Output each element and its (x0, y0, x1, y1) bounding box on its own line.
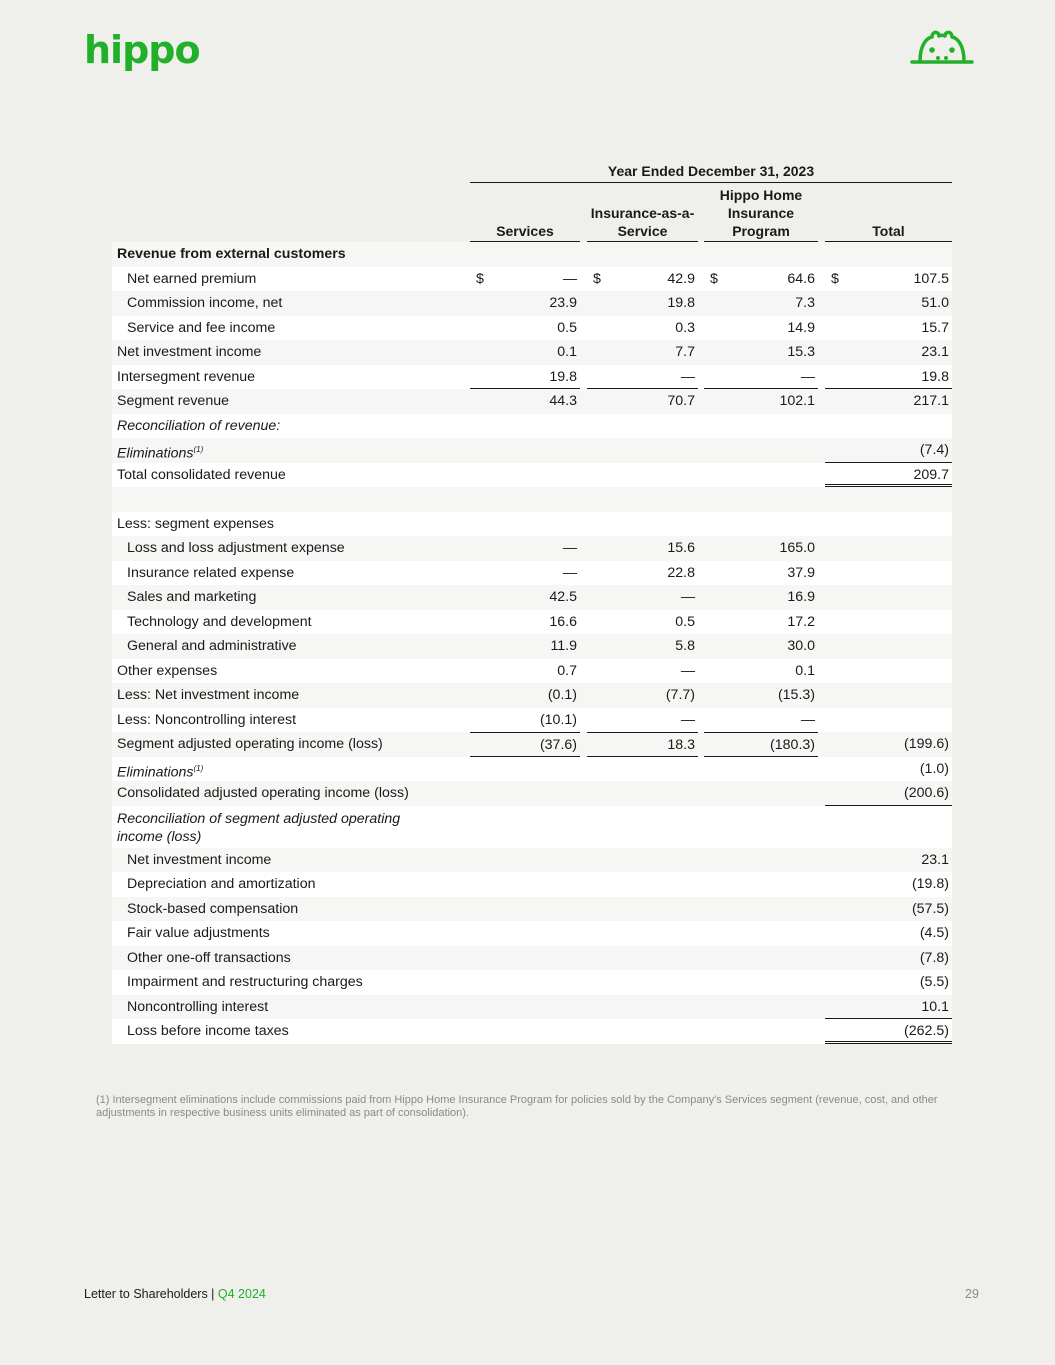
row-label: Commission income, net (127, 295, 283, 311)
table-row (112, 438, 952, 463)
row-label: Loss before income taxes (127, 1023, 289, 1039)
cell-iaas: 0.3 (675, 319, 695, 336)
cell-iaas (587, 946, 698, 971)
row-label: Less: Net investment income (117, 687, 300, 703)
cell-hhip: 7.3 (795, 295, 815, 311)
cell-services: — (562, 564, 577, 581)
cell-hhip: 15.3 (787, 344, 815, 360)
table-row (112, 806, 952, 848)
footer-label: Letter to Shareholders | (84, 1287, 215, 1301)
cell-iaas: — (587, 365, 698, 390)
cell-total: (200.6) (825, 781, 952, 806)
table-row (112, 291, 952, 316)
table-row (112, 946, 952, 971)
cell-services (470, 781, 580, 806)
row-label: Intersegment revenue (117, 368, 256, 385)
table-row (112, 757, 952, 782)
row-label: Less: Noncontrolling interest (117, 711, 297, 728)
table-row (112, 340, 952, 365)
col-services: Services (470, 222, 580, 242)
cell-hhip (704, 921, 818, 946)
cell-hhip (704, 872, 818, 897)
cell-iaas: 0.5 (675, 613, 695, 630)
table-row (112, 316, 952, 341)
cell-services: 42.5 (549, 589, 577, 605)
cell-iaas (587, 995, 698, 1020)
row-label: Consolidated adjusted operating income (loss) (117, 785, 409, 801)
cell-iaas (587, 781, 698, 806)
cell-hhip: 0.1 (795, 662, 815, 679)
table-row (112, 732, 952, 757)
cell-hhip (704, 463, 818, 488)
cell-services: — (562, 540, 577, 556)
cell-hhip: — (704, 365, 818, 390)
cell-iaas (587, 438, 698, 463)
table-row (112, 872, 952, 897)
cell-iaas (587, 872, 698, 897)
row-label: Stock-based compensation (127, 900, 299, 917)
cell-services: (0.1) (547, 687, 577, 703)
col-hhip: Hippo Home Insurance Program (704, 186, 818, 242)
cell-services: 23.9 (549, 295, 577, 311)
cell-services (470, 970, 580, 995)
table-row (112, 365, 952, 390)
cell-hhip (704, 781, 818, 806)
table-row (112, 414, 952, 439)
cell-total: (262.5) (825, 1019, 952, 1044)
cell-services: $ — (476, 270, 577, 287)
cell-hhip (704, 757, 818, 782)
cell-hhip: — (800, 711, 815, 728)
table-row (112, 634, 952, 659)
table-row (112, 781, 952, 806)
table-row (112, 463, 952, 488)
column-headers (112, 182, 952, 242)
cell-services (470, 757, 580, 782)
cell-iaas (587, 757, 698, 782)
cell-hhip: 16.9 (787, 589, 815, 605)
table-row (112, 585, 952, 610)
cell-services (470, 872, 580, 897)
cell-iaas: 18.3 (587, 732, 698, 757)
cell-hhip: 30.0 (787, 638, 815, 654)
cell-services: 11.9 (550, 638, 577, 654)
cell-total: (7.8) (919, 949, 949, 966)
table-body (112, 242, 952, 1044)
cell-iaas: 22.8 (667, 564, 695, 581)
cell-total: 15.7 (921, 319, 949, 336)
table-row (112, 970, 952, 995)
cell-hhip (704, 970, 818, 995)
cell-services: 44.3 (549, 393, 577, 409)
cell-total: 23.1 (921, 344, 949, 360)
cell-services (470, 1019, 580, 1044)
cell-hhip (704, 946, 818, 971)
cell-total: 51.0 (921, 295, 949, 311)
cell-services (470, 438, 580, 463)
cell-services: (37.6) (470, 732, 580, 757)
table-row (112, 389, 952, 414)
table-row (112, 487, 952, 512)
table-row (112, 610, 952, 635)
page-number: 29 (965, 1287, 979, 1301)
cell-iaas (587, 897, 698, 922)
table-row (112, 1019, 952, 1044)
row-label: Other one-off transactions (127, 949, 291, 966)
row-label: Noncontrolling interest (127, 998, 269, 1015)
col-iaas: Insurance-as-a-Service (587, 204, 698, 242)
footer-title (84, 1287, 266, 1301)
cell-services (470, 897, 580, 922)
cell-iaas (587, 1019, 698, 1044)
cell-services (470, 946, 580, 971)
cell-hhip: (15.3) (777, 687, 815, 703)
cell-iaas: — (680, 589, 695, 605)
row-label: Impairment and restructuring charges (127, 974, 363, 990)
cell-hhip: 37.9 (787, 564, 815, 581)
row-label: Reconciliation of segment adjusted operating income (loss) (117, 810, 401, 845)
cell-hhip (704, 438, 818, 463)
cell-services (470, 995, 580, 1020)
cell-total: 23.1 (921, 851, 949, 868)
table-row (112, 921, 952, 946)
row-label: Technology and development (127, 613, 312, 630)
cell-hhip (704, 1019, 818, 1044)
hippo-logo: hippo (84, 28, 200, 72)
table-row (112, 242, 952, 267)
cell-hhip (704, 848, 818, 873)
table-row (112, 848, 952, 873)
cell-iaas (587, 921, 698, 946)
cell-services (470, 921, 580, 946)
cell-hhip: (180.3) (704, 732, 818, 757)
table-row (112, 708, 952, 733)
cell-total: (7.4) (825, 438, 952, 463)
cell-services: 0.7 (557, 662, 577, 679)
cell-total: (57.5) (911, 900, 949, 917)
cell-total (825, 708, 952, 733)
cell-hhip (704, 995, 818, 1020)
row-label: Eliminations$^{(1)}$ (117, 445, 204, 462)
cell-total (825, 683, 952, 708)
hippo-face-icon (908, 28, 976, 66)
cell-total: 10.1 (825, 995, 952, 1020)
cell-iaas: — (680, 711, 695, 728)
footnote: (1) Intersegment eliminations include commissions paid from Hippo Home Insurance Program for policies sold by the Company's Services segment (revenue, cost, and other adjustments in respective business units eliminated as part of consolidation). (96, 1094, 938, 1119)
cell-total (825, 610, 952, 635)
cell-hhip: 17.2 (787, 613, 815, 630)
cell-hhip (704, 897, 818, 922)
cell-total: (1.0) (919, 760, 949, 777)
row-label: Segment revenue (117, 393, 229, 409)
cell-hhip: $ 64.6 (710, 270, 815, 287)
cell-total: $ 107.5 (831, 270, 949, 287)
cell-iaas (587, 463, 698, 488)
row-label: Eliminations$^{(1)}$ (117, 763, 204, 781)
cell-iaas: 15.6 (667, 540, 695, 556)
cell-iaas: 5.8 (675, 638, 695, 654)
cell-hhip: 102.1 (779, 393, 815, 409)
cell-iaas: 70.7 (667, 393, 695, 409)
cell-total: (4.5) (919, 925, 949, 941)
cell-services: 0.1 (557, 344, 577, 360)
row-label: Loss and loss adjustment expense (127, 540, 345, 556)
cell-hhip: 165.0 (779, 540, 815, 556)
cell-services: 16.6 (549, 613, 577, 630)
row-label: Segment adjusted operating income (loss) (117, 736, 383, 752)
table-row (112, 512, 952, 537)
table-row (112, 897, 952, 922)
row-label: Other expenses (117, 662, 218, 679)
row-label: Net investment income (117, 344, 262, 360)
cell-total: (5.5) (919, 974, 949, 990)
cell-total (825, 659, 952, 684)
cell-services (470, 848, 580, 873)
cell-total (825, 634, 952, 659)
cell-iaas (587, 848, 698, 873)
cell-services: 0.5 (557, 319, 577, 336)
cell-total: (199.6) (904, 736, 949, 752)
cell-total: (19.8) (911, 876, 949, 892)
table-row (112, 561, 952, 586)
cell-iaas: 7.7 (675, 344, 695, 360)
cell-iaas: — (680, 662, 695, 679)
row-label: Depreciation and amortization (127, 876, 316, 892)
row-label: Reconciliation of revenue: (117, 417, 281, 434)
table-row (112, 995, 952, 1020)
table-row (112, 683, 952, 708)
row-label: Revenue from external customers (117, 246, 346, 262)
cell-total: 19.8 (825, 365, 952, 390)
cell-iaas: (7.7) (665, 687, 695, 703)
cell-iaas (587, 970, 698, 995)
cell-services: (10.1) (539, 711, 577, 728)
row-label: Less: segment expenses (117, 515, 274, 532)
row-label: Total consolidated revenue (117, 466, 286, 483)
row-label: Net earned premium (127, 270, 257, 287)
cell-services: 19.8 (470, 365, 580, 390)
row-label: Service and fee income (127, 319, 276, 336)
cell-hhip: 14.9 (787, 319, 815, 336)
cell-total (825, 536, 952, 561)
cell-total: 209.7 (825, 463, 952, 488)
row-label: General and administrative (127, 638, 297, 654)
footer-quarter: Q4 2024 (217, 1287, 266, 1301)
cell-services (470, 463, 580, 488)
row-label: Sales and marketing (127, 589, 257, 605)
period-header: Year Ended December 31, 2023 (470, 160, 952, 183)
cell-iaas: 19.8 (667, 295, 695, 311)
cell-total (825, 585, 952, 610)
row-label: Insurance related expense (127, 564, 295, 581)
table-row (112, 659, 952, 684)
table-row (112, 536, 952, 561)
row-label: Net investment income (127, 851, 272, 868)
col-total: Total (825, 222, 952, 242)
cell-total: 217.1 (913, 393, 949, 409)
cell-total (825, 561, 952, 586)
row-label: Fair value adjustments (127, 925, 270, 941)
cell-iaas: $ 42.9 (593, 270, 695, 287)
table-row (112, 267, 952, 292)
